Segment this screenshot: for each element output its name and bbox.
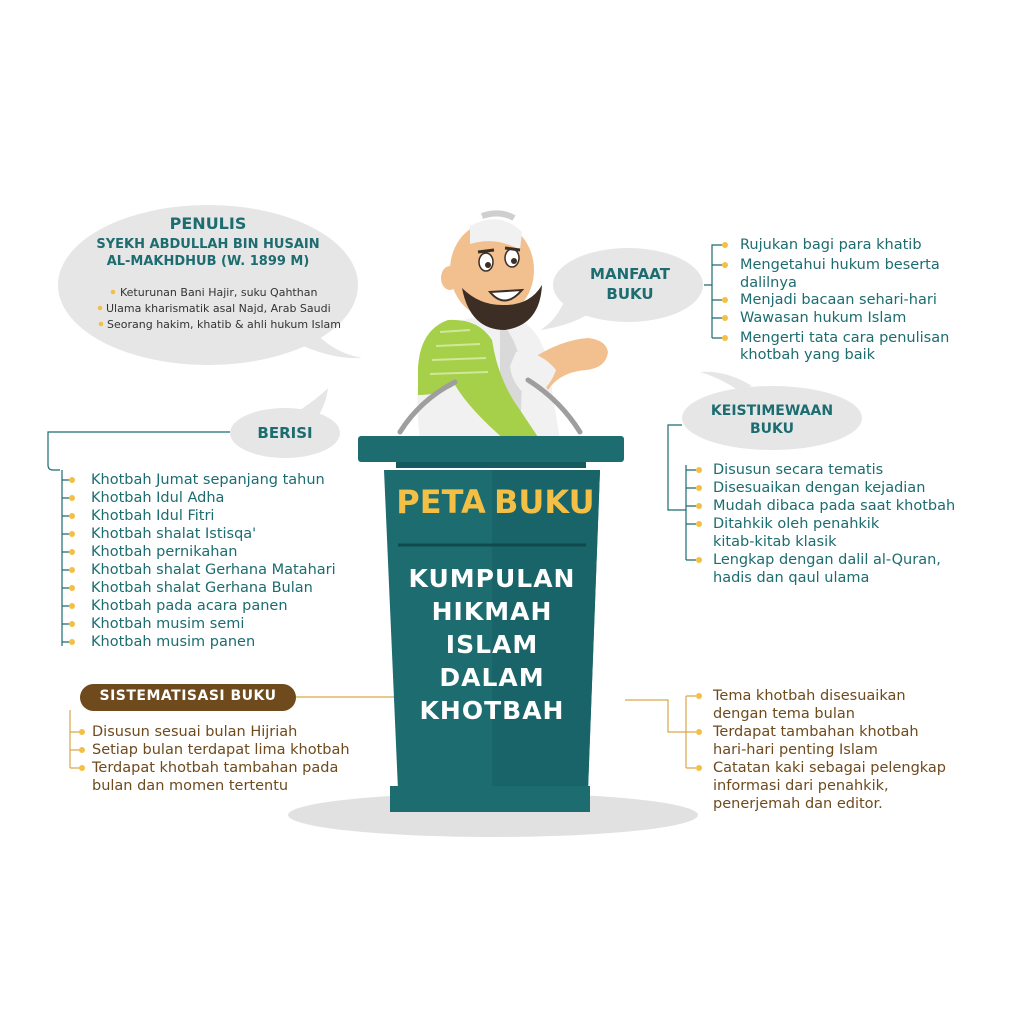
berisi-item: Khotbah shalat Gerhana Bulan [91,580,313,596]
keistimewaan-heading-line1: KEISTIMEWAAN [710,403,834,419]
keistimewaan-item: kitab-kitab klasik [713,534,837,550]
podium-title-line: DALAM [439,663,545,692]
podium-title-line: KHOTBAH [419,696,565,725]
sistematisasi-item: Terdapat khotbah tambahan pada [92,760,339,776]
lainnya-item: hari-hari penting Islam [713,742,878,758]
manfaat-heading-line2: BUKU [606,285,654,303]
keistimewaan-item: Ditahkik oleh penahkik [713,516,880,532]
manfaat-item: Menjadi bacaan sehari-hari [740,292,937,308]
berisi-item: Khotbah Jumat sepanjang tahun [91,472,325,488]
manfaat-item: Mengetahui hukum beserta [740,257,940,273]
berisi-item: Khotbah pada acara panen [91,598,288,614]
sistematisasi-item: Setiap bulan terdapat lima khotbah [92,742,350,758]
penulis-name-line2: AL-MAKHDHUB (W. 1899 M) [106,254,310,269]
berisi-heading: BERISI [257,424,313,442]
berisi-item: Khotbah shalat Istisqa' [91,526,257,542]
manfaat-item: dalilnya [740,275,797,291]
manfaat-connectors [704,245,722,338]
berisi-item: Khotbah musim semi [91,616,245,632]
penulis-heading: PENULIS [169,214,247,233]
lainnya-item: dengan tema bulan [713,706,855,722]
berisi-item: Khotbah pernikahan [91,544,238,560]
berisi-item: Khotbah Idul Adha [91,490,225,506]
keistimewaan-item: Mudah dibaca pada saat khotbah [713,498,956,514]
keistimewaan-item: Disesuaikan dengan kejadian [713,480,926,496]
berisi-item: Khotbah musim panen [91,634,256,650]
preacher-figure [417,213,608,440]
manfaat-item: khotbah yang baik [740,347,876,363]
podium-label-left: PETA [396,483,486,521]
manfaat-item: Mengerti tata cara penulisan [740,330,950,346]
lainnya-item: Tema khotbah disesuaikan [713,688,906,704]
keistimewaan-item: hadis dan qaul ulama [713,570,870,586]
lainnya-item: informasi dari penahkik, [713,778,889,794]
podium-label-right: BUKU [494,483,595,521]
lainnya-item: penerjemah dan editor. [713,796,883,812]
manfaat-heading-line1: MANFAAT [590,265,670,283]
sistematisasi-item: Disusun sesuai bulan Hijriah [92,724,298,740]
sistematisasi-heading: SISTEMATISASI BUKU [99,688,277,704]
penulis-item: Seorang hakim, khatib & ahli hukum Islam [107,318,342,331]
penulis-item: Keturunan Bani Hajir, suku Qahthan [120,286,318,299]
berisi-bubble [230,388,340,458]
keistimewaan-item: Disusun secara tematis [713,462,884,478]
penulis-item: Ulama kharismatik asal Najd, Arab Saudi [106,302,331,315]
berisi-item: Khotbah shalat Gerhana Matahari [91,562,336,578]
lainnya-connectors [625,696,696,768]
lainnya-item: Catatan kaki sebagai pelengkap [713,760,947,776]
podium-title-line: KUMPULAN [408,564,576,593]
berisi-item: Khotbah Idul Fitri [91,508,215,524]
keistimewaan-heading-line2: BUKU [749,421,794,437]
keistimewaan-item: Lengkap dengan dalil al-Quran, [713,552,941,568]
sistematisasi-item: bulan dan momen tertentu [92,778,289,794]
podium-title-line: HIKMAH [431,597,553,626]
podium-title-line: ISLAM [445,630,539,659]
manfaat-item: Rujukan bagi para khatib [740,237,922,253]
lainnya-item: Terdapat tambahan khotbah [713,724,919,740]
keistimewaan-connectors [668,425,696,560]
penulis-name-line1: SYEKH ABDULLAH BIN HUSAIN [96,237,320,252]
manfaat-item: Wawasan hukum Islam [740,310,907,326]
